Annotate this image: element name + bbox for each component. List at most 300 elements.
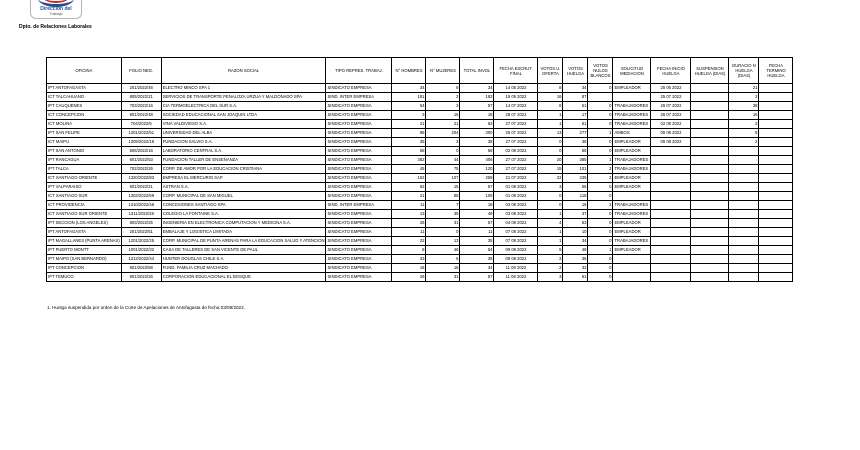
- table-cell: [691, 210, 729, 219]
- table-cell: 385: [563, 156, 588, 165]
- table-cell: 20: [538, 156, 563, 165]
- table-cell: EMBALAJE Y LOGISTICA LIMITADA: [161, 228, 326, 237]
- table-cell: 4: [538, 219, 563, 228]
- table-cell: 801/2022/58: [121, 264, 161, 273]
- table-cell: [759, 93, 793, 102]
- table-cell: 109: [460, 192, 494, 201]
- table-cell: 1301/2022/51: [121, 129, 161, 138]
- table-cell: 53: [563, 219, 588, 228]
- table-cell: 46: [426, 246, 460, 255]
- table-cell: FUNDACION TALLER DE ENSENANZA: [161, 156, 326, 165]
- table-cell: 235: [563, 174, 588, 183]
- table-cell: EMPRESA EL MERCURIO SAP: [161, 174, 326, 183]
- table-cell: 62: [392, 183, 426, 192]
- table-cell: 26 07 2022: [651, 102, 691, 111]
- table-cell: [729, 156, 759, 165]
- table-cell: 501/2022/21: [121, 183, 161, 192]
- table-cell: 3: [538, 183, 563, 192]
- table-cell: 27 07 2022: [494, 120, 538, 129]
- table-cell: 51: [563, 102, 588, 111]
- column-header: DURACIO N HUELGA (DIAS): [729, 58, 759, 84]
- table-cell: SERVICIOS DE TRANSPORTE PENALOZA URZUA Y MALDONADO SPA: [161, 93, 326, 102]
- table-cell: IPT SECCION (LOS ANGELES): [47, 219, 122, 228]
- table-cell: 38: [729, 102, 759, 111]
- table-cell: 10: [563, 228, 588, 237]
- table-cell: CONCESIONES SANTIAGO SPA: [161, 201, 326, 210]
- table-cell: [729, 210, 759, 219]
- table-cell: [759, 165, 793, 174]
- table-cell: 901/2022/26: [121, 273, 161, 282]
- table-cell: [651, 201, 691, 210]
- table-cell: IPT CAUQUENES: [47, 102, 122, 111]
- table-cell: 406: [460, 156, 494, 165]
- column-header: SUSPENSION HUELGA (DIAS): [691, 58, 729, 84]
- table-cell: 57: [460, 219, 494, 228]
- table-cell: SINDICATO EMPRESA: [326, 192, 392, 201]
- table-cell: 57: [460, 183, 494, 192]
- table-cell: 07 08 2022: [494, 237, 538, 246]
- table-cell: [691, 273, 729, 282]
- table-cell: [651, 237, 691, 246]
- table-cell: [691, 174, 729, 183]
- table-cell: [691, 156, 729, 165]
- table-cell: [729, 264, 759, 273]
- table-cell: 26 07 2022: [651, 111, 691, 120]
- table-cell: [691, 237, 729, 246]
- table-cell: ICT SANTIAGO ORIENTE: [47, 174, 122, 183]
- table-cell: 26: [392, 273, 426, 282]
- table-cell: [691, 246, 729, 255]
- table-cell: 15: [538, 165, 563, 174]
- table-row: [47, 84, 793, 93]
- table-cell: 58: [563, 183, 588, 192]
- table-cell: 0: [588, 210, 613, 219]
- table-row: [47, 192, 793, 201]
- column-header: SOLICITUD MEDIACION: [613, 58, 651, 84]
- table-cell: [759, 273, 793, 282]
- table-cell: 1: [538, 120, 563, 129]
- table-cell: 6: [426, 255, 460, 264]
- table-cell: 13: [538, 129, 563, 138]
- table-cell: 27 07 2022: [494, 156, 538, 165]
- table-cell: IPT VALPARAISO: [47, 183, 122, 192]
- table-cell: IPT ANTOFAGASTA: [47, 228, 122, 237]
- table-cell: 03 08 2022: [494, 201, 538, 210]
- table-cell: 02 08 2022: [651, 120, 691, 129]
- table-row: [47, 237, 793, 246]
- table-cell: [651, 273, 691, 282]
- table-cell: 0: [588, 255, 613, 264]
- table-cell: 96: [392, 129, 426, 138]
- table-cell: [759, 111, 793, 120]
- table-cell: [729, 165, 759, 174]
- table-cell: 1303/2022/69: [121, 192, 161, 201]
- table-cell: SIND. INTER EMPRESA: [326, 93, 392, 102]
- table-cell: [691, 102, 729, 111]
- table-row: [47, 210, 793, 219]
- table-cell: [729, 228, 759, 237]
- table-cell: [729, 219, 759, 228]
- table-cell: 2: [588, 201, 613, 210]
- table-cell: CORPORACION EDUCACIONAL EL BOSQUE: [161, 273, 326, 282]
- table-cell: 61: [563, 120, 588, 129]
- table-cell: 8: [538, 102, 563, 111]
- table-cell: [759, 237, 793, 246]
- table-cell: [691, 219, 729, 228]
- table-cell: 18: [460, 111, 494, 120]
- table-cell: FUND. FAMILIA CRUZ MACHADO: [161, 264, 326, 273]
- table-cell: 2: [729, 120, 759, 129]
- table-cell: TRABAJADORES: [613, 111, 651, 120]
- table-cell: 33: [392, 255, 426, 264]
- table-cell: [651, 255, 691, 264]
- table-row: [47, 183, 793, 192]
- table-cell: ICT PROVIDENCIA: [47, 201, 122, 210]
- table-cell: [691, 165, 729, 174]
- table-cell: [691, 129, 729, 138]
- table-cell: [691, 84, 729, 93]
- table-cell: 03 08 2022: [494, 210, 538, 219]
- strikes-table: [46, 57, 793, 282]
- table-cell: 8: [426, 84, 460, 93]
- table-cell: SINDICATO EMPRESA: [326, 174, 392, 183]
- table-cell: 3: [426, 102, 460, 111]
- table-cell: AMBOS: [613, 129, 651, 138]
- table-cell: [613, 255, 651, 264]
- table-cell: 0: [588, 147, 613, 156]
- table-row: [47, 129, 793, 138]
- table-cell: SINDICATO EMPRESA: [326, 102, 392, 111]
- table-cell: 702/2022/26: [121, 165, 161, 174]
- table-cell: 48: [460, 210, 494, 219]
- column-header: TIPO REPRES. TRABAJ.: [326, 58, 392, 84]
- table-cell: 0: [538, 192, 563, 201]
- table-cell: ICT MOLINA: [47, 120, 122, 129]
- table-cell: 16: [729, 111, 759, 120]
- table-cell: 21: [729, 84, 759, 93]
- table-cell: COLEGIO LA FONTAINE S.A.: [161, 210, 326, 219]
- table-cell: VINA VALDIVIESO S.A.: [161, 120, 326, 129]
- table-cell: 11 08 2022: [494, 273, 538, 282]
- table-cell: [691, 228, 729, 237]
- table-cell: 05 08 2022: [651, 129, 691, 138]
- table-row: [47, 138, 793, 147]
- table-cell: 26: [392, 219, 426, 228]
- table-cell: 57: [460, 102, 494, 111]
- table-cell: ELECTRO MINCO SPA 1: [161, 84, 326, 93]
- table-cell: EMPLEADOR: [613, 174, 651, 183]
- table-cell: SIND. INTER EMPRESA: [326, 201, 392, 210]
- table-cell: 152: [392, 174, 426, 183]
- table-cell: [729, 174, 759, 183]
- table-cell: 101: [563, 165, 588, 174]
- table-cell: 09 08 2022: [494, 246, 538, 255]
- table-cell: 54: [392, 102, 426, 111]
- table-cell: [759, 129, 793, 138]
- table-cell: 39: [460, 255, 494, 264]
- table-cell: 1: [538, 111, 563, 120]
- table-row: [47, 228, 793, 237]
- table-cell: CORP. MUNICIPAL DE PUNTA ARENAS PARA LA EDUCACION SALUD Y ATENCION: [161, 237, 326, 246]
- table-body: [47, 84, 793, 282]
- table-cell: SOCIEDAD EDUCACIONAL SAN JOAQUIN LTDA: [161, 111, 326, 120]
- table-cell: [588, 93, 613, 102]
- table-cell: 19 05 2022: [494, 93, 538, 102]
- table-cell: 16: [538, 93, 563, 102]
- table-cell: SINDICATO EMPRESA: [326, 183, 392, 192]
- table-cell: [651, 192, 691, 201]
- table-cell: EMPLEADOR: [613, 228, 651, 237]
- table-cell: IPT SAN FELIPE: [47, 129, 122, 138]
- table-cell: 34: [563, 237, 588, 246]
- table-cell: 0: [426, 147, 460, 156]
- table-cell: [651, 174, 691, 183]
- table-cell: 45: [392, 165, 426, 174]
- table-cell: 0: [588, 138, 613, 147]
- table-cell: 1001/2022/32: [121, 246, 161, 255]
- table-cell: 118: [563, 192, 588, 201]
- column-header: FECHA TERMINO HUELGA: [759, 58, 793, 84]
- column-header: VOTOS HUELGA: [563, 58, 588, 84]
- table-cell: [651, 210, 691, 219]
- table-cell: 25 06 2022: [651, 84, 691, 93]
- table-cell: [691, 192, 729, 201]
- table-cell: 1310/2022/46: [121, 201, 161, 210]
- table-cell: 0: [588, 264, 613, 273]
- table-cell: 14 05 2022: [494, 84, 538, 93]
- table-cell: 2: [538, 255, 563, 264]
- table-cell: [651, 228, 691, 237]
- table-cell: [691, 255, 729, 264]
- table-cell: 3: [426, 138, 460, 147]
- table-cell: 0: [588, 219, 613, 228]
- table-cell: 32: [563, 264, 588, 273]
- table-cell: [691, 264, 729, 273]
- logo-text-line2: Trabajo: [49, 11, 63, 16]
- table-cell: [651, 246, 691, 255]
- table-cell: CORP. DE AMOR POR LA EDUCACION CRISTIANA: [161, 165, 326, 174]
- table-cell: 2: [426, 93, 460, 102]
- table-cell: SINDICATO EMPRESA: [326, 210, 392, 219]
- table-cell: IPT RANCAGUA: [47, 156, 122, 165]
- table-cell: EMPLEADOR: [613, 147, 651, 156]
- table-cell: IPT TALCA: [47, 165, 122, 174]
- table-cell: 58: [460, 147, 494, 156]
- table-row: [47, 102, 793, 111]
- table-cell: 1: [588, 156, 613, 165]
- table-cell: 0: [588, 102, 613, 111]
- table-row: [47, 120, 793, 129]
- table-cell: 204: [426, 129, 460, 138]
- department-label: Dpto. de Relaciones Laborales: [19, 24, 92, 30]
- table-cell: [759, 183, 793, 192]
- table-cell: 2: [729, 138, 759, 147]
- table-cell: 28 07 2022: [494, 111, 538, 120]
- table-cell: [691, 147, 729, 156]
- table-cell: EMPLEADOR: [613, 138, 651, 147]
- table-cell: IPT ANTOFAGASTA: [47, 84, 122, 93]
- table-cell: 1: [538, 228, 563, 237]
- table-cell: 16: [426, 111, 460, 120]
- table-cell: 201/2022/46: [121, 84, 161, 93]
- table-cell: [651, 165, 691, 174]
- table-cell: CASA DE TALLERES DE SAN VICENTE DE PAUL: [161, 246, 326, 255]
- table-cell: 2: [538, 264, 563, 273]
- table-cell: 1320/2022/83: [121, 174, 161, 183]
- table-cell: 21: [392, 120, 426, 129]
- table-cell: 803/2022/25: [121, 219, 161, 228]
- table-cell: SINDICATO EMPRESA: [326, 165, 392, 174]
- table-cell: 120: [460, 165, 494, 174]
- table-cell: 1: [538, 237, 563, 246]
- table-row: [47, 156, 793, 165]
- table-cell: [759, 174, 793, 183]
- table-cell: TRABAJADORES: [613, 156, 651, 165]
- table-cell: 1201/2022/25: [121, 237, 161, 246]
- table-cell: [759, 147, 793, 156]
- table-row: [47, 219, 793, 228]
- table-cell: 1: [588, 129, 613, 138]
- table-cell: HUNTER DOUGLAS CHILE S.A.: [161, 255, 326, 264]
- table-cell: 87: [563, 93, 588, 102]
- table-cell: [759, 201, 793, 210]
- table-cell: 300: [460, 129, 494, 138]
- table-cell: [729, 183, 759, 192]
- table-cell: 21 07 2022: [494, 174, 538, 183]
- table-cell: 22: [538, 174, 563, 183]
- table-cell: 8: [392, 246, 426, 255]
- table-cell: 201/2022/51: [121, 228, 161, 237]
- table-cell: [651, 156, 691, 165]
- table-cell: 37: [563, 210, 588, 219]
- table-cell: 3: [538, 273, 563, 282]
- table-cell: [759, 192, 793, 201]
- table-cell: 62: [460, 120, 494, 129]
- table-cell: 0: [538, 147, 563, 156]
- table-cell: 0: [538, 138, 563, 147]
- table-cell: TRABAJADORES: [613, 120, 651, 129]
- table-cell: [651, 264, 691, 273]
- table-cell: SINDICATO EMPRESA: [326, 219, 392, 228]
- table-cell: 506/2022/16: [121, 147, 161, 156]
- table-cell: 8: [538, 84, 563, 93]
- table-cell: 277: [563, 129, 588, 138]
- table-cell: 25 07 2022: [651, 93, 691, 102]
- table-cell: [759, 138, 793, 147]
- table-cell: IPT TEMUCO: [47, 273, 122, 282]
- table-cell: 04 08 2022: [494, 219, 538, 228]
- table-cell: EMPLEADOR: [613, 219, 651, 228]
- table-cell: 11: [392, 228, 426, 237]
- table-cell: CIA TERMOELECTRICA DEL SUR S.A.: [161, 102, 326, 111]
- table-cell: [691, 120, 729, 129]
- table-cell: [759, 120, 793, 129]
- column-header: RAZON SOCIAL: [161, 58, 326, 84]
- table-cell: 7: [426, 201, 460, 210]
- table-cell: TRABAJADORES: [613, 102, 651, 111]
- table-row: [47, 165, 793, 174]
- table-cell: TRABAJADORES: [613, 210, 651, 219]
- table-cell: 01 08 2022: [494, 192, 538, 201]
- table-cell: 88: [426, 192, 460, 201]
- table-cell: 22: [392, 237, 426, 246]
- direccion-del-trabajo-logo: [30, 0, 82, 19]
- table-cell: [759, 264, 793, 273]
- table-cell: SINDICATO EMPRESA: [326, 264, 392, 273]
- column-header: VOTOS NULOS BLANCOS: [588, 58, 613, 84]
- column-header: FOLIO NEG.: [121, 58, 161, 84]
- table-cell: LABORATORIO CENTRAL S.A.: [161, 147, 326, 156]
- table-cell: CORP. MUNICIPAL DE SAN MIGUEL: [161, 192, 326, 201]
- table-cell: 0: [588, 183, 613, 192]
- table-row: [47, 111, 793, 120]
- table-cell: 34: [392, 84, 426, 93]
- table-cell: SINDICATO EMPRESA: [326, 138, 392, 147]
- table-cell: [729, 246, 759, 255]
- table-cell: IPT MAGALLANES (PUNTA ARENAS): [47, 237, 122, 246]
- table-cell: SINDICATO EMPRESA: [326, 228, 392, 237]
- table-cell: 05 08 2022: [651, 138, 691, 147]
- table-cell: 362: [392, 156, 426, 165]
- table-cell: 17: [563, 111, 588, 120]
- table-cell: ICT CONCEPCION: [47, 111, 122, 120]
- table-cell: 2: [729, 93, 759, 102]
- table-cell: 21: [426, 120, 460, 129]
- table-cell: SINDICATO EMPRESA: [326, 147, 392, 156]
- table-row: [47, 255, 793, 264]
- table-cell: IPT CONCEPCION: [47, 264, 122, 273]
- table-cell: 58: [563, 147, 588, 156]
- table-row: [47, 147, 793, 156]
- table-row: [47, 264, 793, 273]
- table-cell: 13: [392, 210, 426, 219]
- table-cell: SINDICATO EMPRESA: [326, 156, 392, 165]
- table-cell: 181: [392, 93, 426, 102]
- table-cell: 0: [588, 84, 613, 93]
- table-cell: 44: [426, 156, 460, 165]
- column-header: VOTOS U. OFERTA: [538, 58, 563, 84]
- table-row: [47, 273, 793, 282]
- table-cell: 07 08 2022: [494, 228, 538, 237]
- table-cell: ICT SANTIAGO SUR: [47, 192, 122, 201]
- table-cell: 35: [426, 210, 460, 219]
- table-cell: [729, 273, 759, 282]
- table-cell: TRABAJADORES: [613, 201, 651, 210]
- table-cell: [691, 138, 729, 147]
- table-cell: 2: [588, 174, 613, 183]
- table-cell: 107: [426, 174, 460, 183]
- table-cell: 48: [563, 246, 588, 255]
- table-cell: 601/2022/53: [121, 156, 161, 165]
- table-cell: 02 08 2022: [494, 147, 538, 156]
- table-cell: SINDICATO EMPRESA: [326, 84, 392, 93]
- table-cell: [759, 255, 793, 264]
- table-cell: SINDICATO EMPRESA: [326, 255, 392, 264]
- table-cell: [613, 192, 651, 201]
- table-cell: [613, 264, 651, 273]
- table-cell: 0: [588, 237, 613, 246]
- column-header: N° HOMBRES: [392, 58, 426, 84]
- column-header: TOTAL INVOL: [460, 58, 494, 84]
- table-cell: SINDICATO EMPRESA: [326, 111, 392, 120]
- table-cell: 31: [426, 219, 460, 228]
- table-cell: [729, 192, 759, 201]
- table-cell: 5: [729, 129, 759, 138]
- table-cell: 11 08 2022: [494, 264, 538, 273]
- table-cell: [759, 210, 793, 219]
- footnote: 1. Huelga suspendida por orden de la Corte de Apelaciones de Antofagasta de fecha 03/08/2022.: [47, 305, 245, 310]
- table-cell: 0: [588, 111, 613, 120]
